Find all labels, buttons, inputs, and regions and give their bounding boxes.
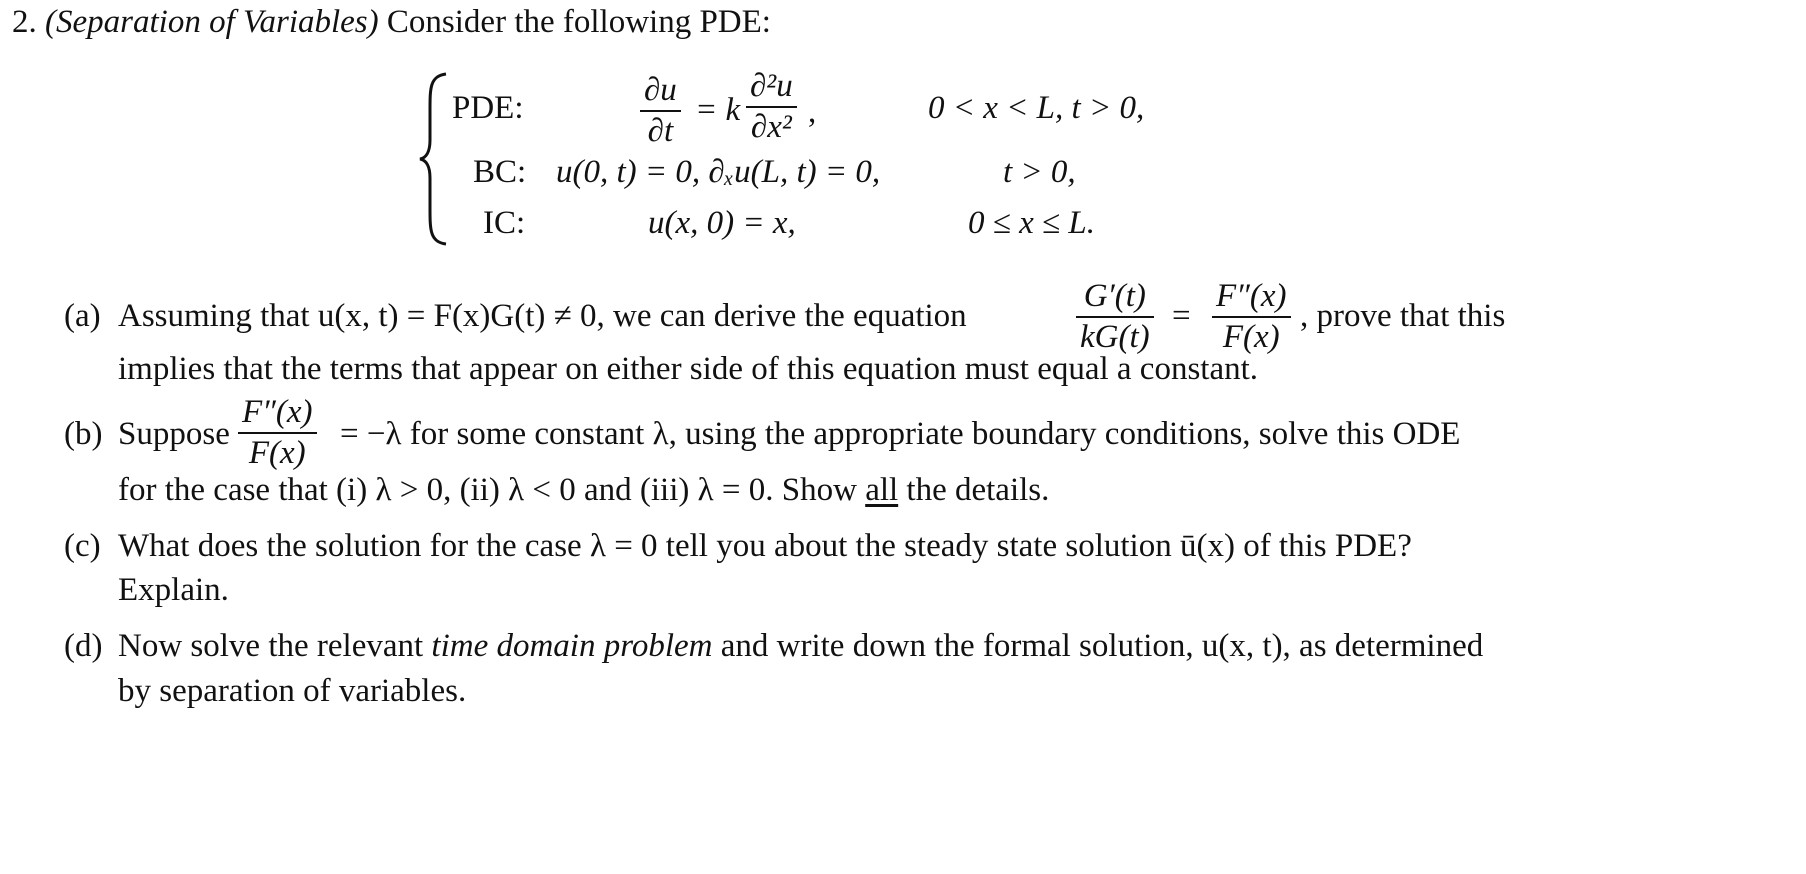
problem-title: (Separation of Variables) bbox=[45, 4, 379, 40]
ic-label: IC: bbox=[483, 205, 526, 241]
part-c-line2: Explain. bbox=[118, 572, 229, 608]
part-b-underlined-all: all bbox=[865, 472, 899, 508]
part-a-fraction-right bbox=[1212, 280, 1291, 354]
part-a-frac1-num: G′(t) bbox=[1083, 278, 1146, 314]
pde-eq-k: = k bbox=[695, 92, 741, 128]
part-d-line2: by separation of variables. bbox=[118, 673, 467, 709]
part-a-label: (a) bbox=[64, 298, 101, 334]
part-b-line2 bbox=[118, 474, 1049, 507]
part-a-frac1-den: kG(t) bbox=[1080, 319, 1150, 355]
pde-domain: 0 < x < L, t > 0, bbox=[928, 90, 1145, 126]
pde-label: PDE: bbox=[452, 90, 524, 126]
ic-domain: 0 ≤ x ≤ L. bbox=[968, 205, 1095, 241]
bc-expression: u(0, t) = 0, ∂ₓu(L, t) = 0, bbox=[556, 154, 881, 190]
pde-dx2: ∂x² bbox=[750, 109, 792, 145]
problem-number: 2. bbox=[12, 4, 37, 40]
part-b-word: Suppose bbox=[118, 416, 230, 452]
ic-expression: u(x, 0) = x, bbox=[648, 205, 796, 241]
part-b-frac-den: F(x) bbox=[248, 435, 306, 471]
pde-dt: ∂t bbox=[647, 113, 674, 149]
part-b-line2-before: for the case that (i) λ > 0, (ii) λ < 0 and (iii) λ = 0. Show bbox=[118, 472, 866, 508]
part-a-line2: implies that the terms that appear on either side of this equation must equal a constant. bbox=[118, 351, 1259, 387]
problem-intro: Consider the following PDE: bbox=[386, 4, 771, 40]
part-d-italic-phrase: time domain problem bbox=[431, 628, 713, 664]
part-a-text-after: , prove that this bbox=[1300, 298, 1506, 334]
part-d-label: (d) bbox=[64, 628, 103, 664]
pde-d2u: ∂²u bbox=[750, 68, 793, 104]
pde-rhs-fraction bbox=[746, 70, 797, 144]
system-brace bbox=[418, 70, 452, 248]
part-d-line1-after: and write down the formal solution, u(x, t), as determined bbox=[712, 628, 1484, 664]
pde-lhs-fraction bbox=[640, 74, 681, 148]
part-d-line1-before: Now solve the relevant bbox=[118, 628, 432, 664]
part-b-line2-after: the details. bbox=[898, 472, 1050, 508]
part-a-equals: = bbox=[1172, 298, 1191, 334]
part-c-label: (c) bbox=[64, 528, 101, 564]
part-a-frac2-den: F(x) bbox=[1222, 319, 1280, 355]
bc-domain: t > 0, bbox=[1003, 154, 1076, 190]
pde-du: ∂u bbox=[644, 72, 677, 108]
part-a-fraction-left bbox=[1076, 280, 1154, 354]
part-b-label: (b) bbox=[64, 416, 103, 452]
part-b-frac-num: F″(x) bbox=[242, 394, 313, 430]
part-b-text: = −λ for some constant λ, using the appropriate boundary conditions, solve this ODE bbox=[340, 416, 1461, 452]
part-d-line1 bbox=[118, 630, 1483, 663]
bc-label: BC: bbox=[473, 154, 527, 190]
pde-comma: , bbox=[808, 94, 817, 130]
part-a-text: Assuming that u(x, t) = F(x)G(t) ≠ 0, we can derive the equation bbox=[118, 298, 967, 334]
part-b-fraction bbox=[238, 396, 317, 470]
problem-heading bbox=[12, 6, 771, 39]
part-c-line1: What does the solution for the case λ = 0 tell you about the steady state solution ū(x) of this PDE? bbox=[118, 528, 1412, 564]
part-a-frac2-num: F″(x) bbox=[1216, 278, 1287, 314]
